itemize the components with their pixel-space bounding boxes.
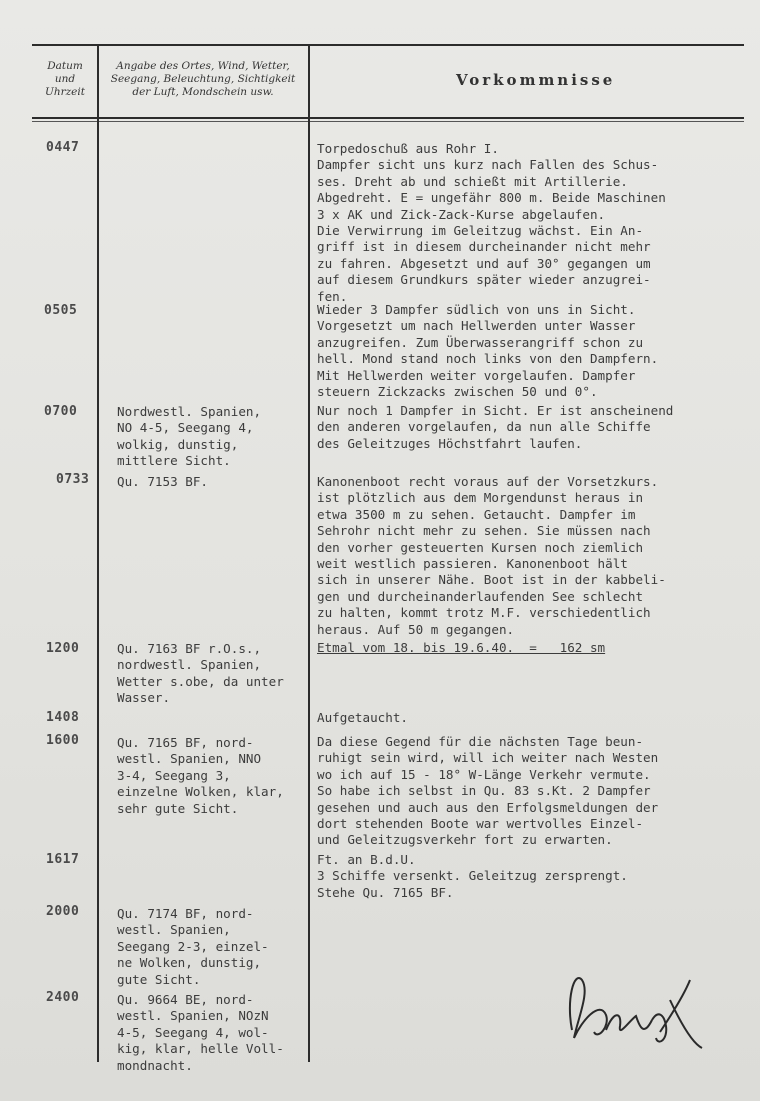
entry-1600-text: Da diese Gegend für die nächsten Tage beun- ruhigt sein wird, will ich weiter nach Westen wo ich auf 15 - 18° W-Länge Verkehr vermute. So habe ich selbst in Qu. 83 s.Kt. 2 Dampfer gesehen und auch aus den Erfolgsmeldungen der dort stehenden Boote war wertvolles Einzel- und Geleitzugsverkehr fort zu erwarten. [317, 734, 659, 848]
entry-1617-text: Ft. an B.d.U. 3 Schiffe versenkt. Geleitzug zersprengt. Stehe Qu. 7165 BF. [317, 852, 628, 900]
place-2000: Qu. 7174 BF, nord- westl. Spanien, Seegang 2-3, einzel- ne Wolken, dunstig, gute Sicht. [117, 906, 269, 987]
entry-0733-text: Kanonenboot recht voraus auf der Vorsetzkurs. ist plötzlich aus dem Morgendunst heraus in etwa 3500 m zu sehen. Getaucht. Dampfer im Sehrohr nicht mehr zu sehen. Sie müssen nach den vorher gesteuerten Kursen noch ziemlich weit westlich passieren. Kanonenboot hält sich in unserer Nähe. Boot ist in der kabbeli- gen und durcheinanderlaufenden See schlecht zu halten, kommt trotz M.F. verschiedentlich heraus. Auf 50 m gegangen. [317, 474, 666, 637]
time-0505: 0505 [44, 303, 78, 318]
header-bottom-rule-2 [32, 121, 744, 122]
column-divider-1 [97, 44, 99, 1062]
place-0700: Nordwestl. Spanien, NO 4-5, Seegang 4, wolkig, dunstig, mittlere Sicht. [117, 404, 262, 469]
place-0733: Qu. 7153 BF. [117, 474, 208, 489]
place-2400: Qu. 9664 BE, nord- westl. Spanien, NOzN 4-5, Seegang 4, wol- kig, klar, helle Voll- mondnacht. [117, 992, 284, 1073]
place-1600: Qu. 7165 BF, nord- westl. Spanien, NNO 3-4, Seegang 3, einzelne Wolken, klar, sehr gute Sicht. [117, 735, 284, 816]
header-location-weather: Angabe des Ortes, Wind, Wetter, Seegang, Beleuchtung, Sichtigkeit der Luft, Mondschein usw. [110, 60, 296, 98]
time-1200: 1200 [46, 641, 80, 656]
header-date-time: Datum und Uhrzeit [45, 60, 85, 98]
entry-0447-text: Torpedoschuß aus Rohr I. Dampfer sicht uns kurz nach Fallen des Schus- ses. Dreht ab und schießt mit Artillerie. Abgedreht. E = ungefähr 800 m. Beide Maschinen 3 x AK und Zick-Zack-Kurse abgelaufen. Die Verwirrung im Geleitzug wächst. Ein An- griff ist in diesem durcheinander nicht mehr zu fahren. Abgesetzt und auf 30° gegangen um auf diesem Grundkurs später wieder anzugrei- fen. [317, 141, 666, 304]
time-1617: 1617 [46, 852, 80, 867]
time-0447: 0447 [46, 140, 80, 155]
entry-0700-text: Nur noch 1 Dampfer in Sicht. Er ist anscheinend den anderen vorgelaufen, da nun alle Schiffe des Geleitzuges Höchstfahrt laufen. [317, 403, 674, 451]
header-top-rule [32, 44, 744, 46]
time-1600: 1600 [46, 733, 80, 748]
entry-1408-text: Aufgetaucht. [317, 710, 408, 725]
place-1200: Qu. 7163 BF r.O.s., nordwestl. Spanien, Wetter s.obe, da unter Wasser. [117, 641, 284, 706]
time-0700: 0700 [44, 404, 78, 419]
signature-image [560, 960, 720, 1060]
time-0733: 0733 [56, 472, 90, 487]
column-divider-2 [308, 44, 310, 1062]
time-1408: 1408 [46, 710, 80, 725]
time-2000: 2000 [46, 904, 80, 919]
entry-1200-daily-run: Etmal vom 18. bis 19.6.40. = 162 sm [317, 640, 606, 655]
header-occurrences: Vorkommnisse [456, 71, 616, 89]
time-2400: 2400 [46, 990, 80, 1005]
header-bottom-rule [32, 117, 744, 119]
entry-0505-text: Wieder 3 Dampfer südlich von uns in Sicht. Vorgesetzt um nach Hellwerden unter Wasser anzugreifen. Zum Überwasserangriff schon zu hell. Mond stand noch links von den Dampfern. Mit Hellwerden weiter vorgelaufen. Dampfer steuern Zickzacks zwischen 50 und 0°. [317, 302, 659, 400]
